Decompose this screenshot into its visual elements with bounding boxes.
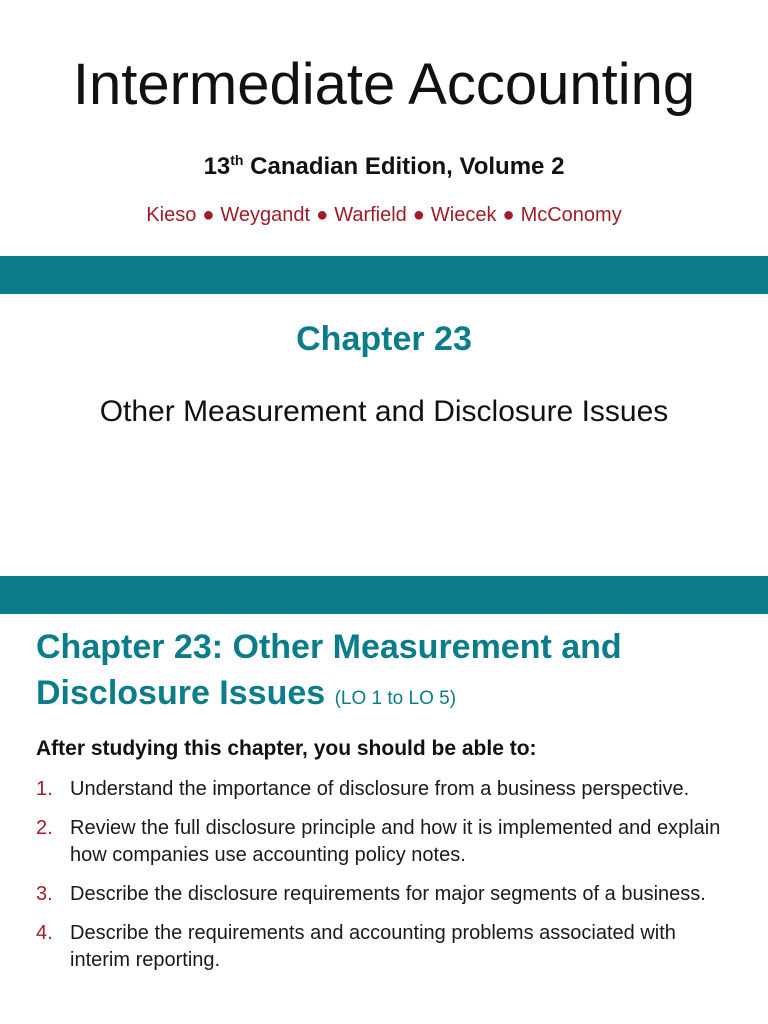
edition-number: 13: [203, 153, 231, 180]
author-name: Warfield: [334, 204, 407, 226]
list-item-number: 1.: [36, 778, 53, 800]
author-name: Wiecek: [430, 204, 497, 226]
chapter-heading: Chapter 23: [296, 320, 472, 358]
authors-line: [0, 200, 768, 230]
slide-divider: [0, 256, 768, 294]
list-item-text: Describe the requirements and accounting problems associated with interim reporting.: [70, 922, 676, 971]
list-item: [36, 776, 736, 803]
author-name: Weygandt: [220, 204, 311, 226]
cover-slide: [0, 0, 768, 256]
author-separator: ●: [316, 204, 329, 226]
objectives-title-text: Chapter 23: Other Measurement and Disclosure Issues: [36, 628, 622, 712]
list-item-text: Review the full disclosure principle and how it is implemented and explain how companies use accounting policy notes.: [70, 817, 721, 866]
author-separator: ●: [412, 204, 425, 226]
list-item-number: 3.: [36, 883, 53, 905]
author-separator: ●: [502, 204, 515, 226]
list-item: [36, 815, 736, 869]
list-item: [36, 920, 736, 974]
objectives-list: [36, 776, 736, 986]
list-item-text: Understand the importance of disclosure from a business perspective.: [70, 778, 690, 800]
objectives-title: [36, 624, 746, 722]
list-item-number: 4.: [36, 922, 53, 944]
list-item: [36, 881, 736, 908]
author-name: McConomy: [520, 204, 622, 226]
list-item-number: 2.: [36, 817, 53, 839]
edition-suffix: th: [230, 152, 244, 168]
book-title: Intermediate Accounting: [72, 52, 696, 117]
author-name: Kieso: [146, 204, 197, 226]
lo-range: (LO 1 to LO 5): [334, 688, 457, 709]
edition-line: [0, 150, 768, 184]
objectives-slide: [0, 614, 768, 1024]
slide-divider: [0, 576, 768, 614]
list-item-text: Describe the disclosure requirements for major segments of a business.: [70, 883, 706, 905]
chapter-subtitle: Other Measurement and Disclosure Issues: [99, 395, 669, 428]
author-separator: ●: [202, 204, 215, 226]
chapter-slide: [0, 294, 768, 576]
edition-rest: Canadian Edition, Volume 2: [243, 153, 565, 180]
objectives-intro: After studying this chapter, you should be able to:: [36, 737, 537, 760]
